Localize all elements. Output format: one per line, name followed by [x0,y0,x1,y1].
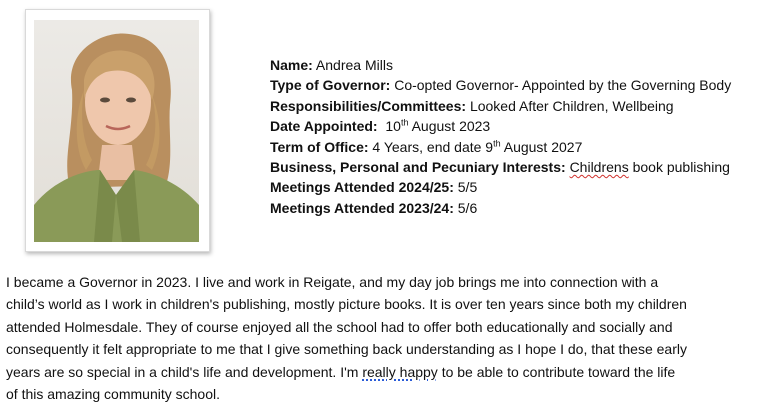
interests-rest: book publishing [632,159,730,176]
date-suffix: th [400,117,409,128]
meetings-2324-row [270,198,731,218]
governor-profile [270,55,731,218]
portrait-illustration [34,20,199,242]
date-appointed-row [270,116,731,136]
bio-line: child’s world as I work in children's publishing, mostly picture books. It is over ten years since both my children [6,296,687,313]
term-label: Term of Office: [270,138,369,155]
biography-paragraph [6,271,758,405]
interests-row [270,157,731,177]
term-pre: 4 Years, end date 9 [372,138,494,155]
responsibilities-label: Responsibilities/Committees: [270,97,467,114]
bio-line5-pre: years are so special in a child's life and development. I'm [6,363,359,380]
date-appointed-label: Date Appointed: [270,118,378,135]
bio-line: attended Holmesdale. They of course enjoyed all the school had to offer both educationally and socially and [6,318,673,335]
bio-line-5 [6,361,758,383]
type-value: Co-opted Governor- Appointed by the Governing Body [394,77,732,94]
date-rest: August 2023 [411,118,491,135]
responsibilities-value: Looked After Children, Wellbeing [469,97,674,114]
date-day: 10 [385,118,401,135]
term-row [270,137,731,157]
meetings-2324-value: 5/6 [457,199,478,216]
term-suffix: th [493,137,501,148]
type-label: Type of Governor: [270,77,391,94]
bio-line: consequently it felt appropriate to me that I give something back understanding as I hope I do, that these early [6,341,687,358]
responsibilities-row [270,96,731,116]
name-value: Andrea Mills [315,57,393,73]
photo-frame [25,9,210,252]
name-label: Name: [270,57,313,73]
meetings-2425-row [270,177,731,197]
bio-line: I became a Governor in 2023. I live and work in Reigate, and my day job brings me into connection with a [6,274,659,290]
meetings-2425-value: 5/5 [457,179,478,196]
portrait-photo [34,20,199,242]
meetings-2425-label: Meetings Attended 2024/25: [270,179,454,196]
name-row [270,55,731,75]
meetings-2324-label: Meetings Attended 2023/24: [270,199,454,216]
type-row [270,75,731,95]
term-rest: August 2027 [503,138,583,155]
bio-line: of this amazing community school. [6,386,220,403]
bio-line5-post: to be able to contribute toward the life [441,363,676,380]
grammar-flagged-phrase[interactable]: really happy [362,363,438,380]
spelling-flagged-word[interactable]: Childrens [569,159,629,176]
interests-label: Business, Personal and Pecuniary Interests: [270,159,566,176]
